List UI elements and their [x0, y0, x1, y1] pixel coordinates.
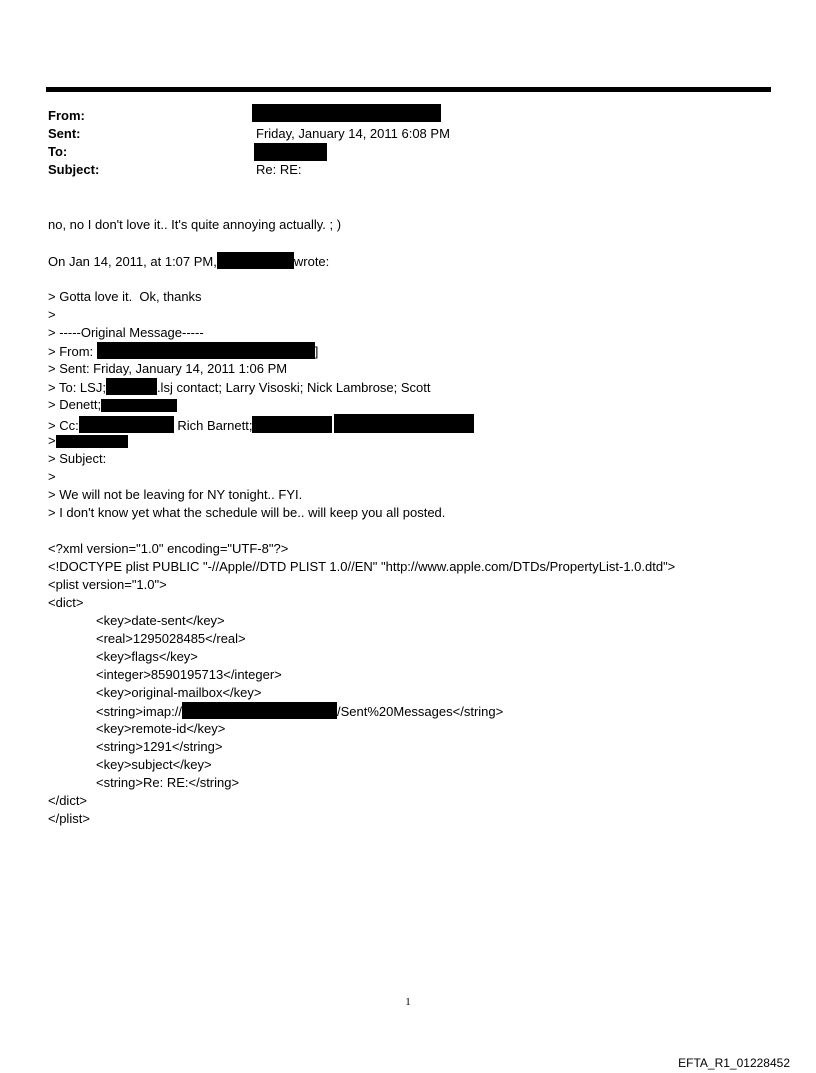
redacted-to [254, 143, 327, 161]
quote-from-line: > From: ] [48, 344, 319, 359]
reply-line: no, no I don't love it.. It's quite annoying actually. ; ) [48, 217, 342, 232]
sent-label: Sent: [48, 126, 81, 141]
plist-line: <key>remote-id</key> [96, 721, 226, 736]
quote-line: > [48, 307, 56, 322]
page-number: 1 [405, 996, 411, 1008]
redacted-recipient [106, 378, 157, 395]
from-label: From: [48, 108, 85, 123]
quote-line: > Subject: [48, 451, 107, 466]
plist-line: <key>original-mailbox</key> [96, 685, 262, 700]
quote-line: > [48, 469, 56, 484]
plist-line: <?xml version="1.0" encoding="UTF-8"?> [48, 541, 289, 556]
redacted-cc [252, 416, 332, 433]
plist-line: </dict> [48, 793, 88, 808]
plist-line: <plist version="1.0"> [48, 577, 167, 592]
plist-line: <key>date-sent</key> [96, 613, 225, 628]
redacted-cc [79, 416, 174, 433]
plist-line: <string>Re: RE:</string> [96, 775, 240, 790]
to-label: To: [48, 144, 68, 159]
plist-mailbox-line: <string>imap:// /Sent%20Messages</string> [96, 704, 504, 719]
plist-line: <key>subject</key> [96, 757, 212, 772]
quote-cc-line: > Cc: Rich Barnett; [48, 414, 788, 432]
redacted-name [217, 252, 294, 269]
plist-line: <dict> [48, 595, 84, 610]
quote-line: > We will not be leaving for NY tonight.. FYI. [48, 487, 303, 502]
plist-line: <string>1291</string> [96, 739, 223, 754]
plist-line: </plist> [48, 811, 90, 826]
email-body [48, 216, 788, 828]
plist-line: <key>flags</key> [96, 649, 198, 664]
sent-value: Friday, January 14, 2011 6:08 PM [256, 126, 450, 141]
redacted-recipient [56, 435, 128, 448]
redacted-from [252, 104, 441, 122]
quote-to-line: > To: LSJ; .lsj contact; Larry Visoski; Nick Lambrose; Scott [48, 380, 431, 395]
redacted-cc [334, 414, 474, 433]
quote-redacted-line: > [48, 432, 788, 450]
header-rule [46, 87, 771, 92]
redacted-from-address [97, 342, 315, 359]
plist-line: <!DOCTYPE plist PUBLIC "-//Apple//DTD PLIST 1.0//EN" "http://www.apple.com/DTDs/PropertyList-1.0.dtd"> [48, 559, 676, 574]
quote-line: > Sent: Friday, January 14, 2011 1:06 PM [48, 361, 288, 376]
quote-denett-line: > Denett; [48, 396, 788, 414]
on-wrote-line: On Jan 14, 2011, at 1:07 PM, wrote: [48, 254, 330, 269]
quote-line: > Gotta love it. Ok, thanks [48, 289, 202, 304]
document-id: EFTA_R1_01228452 [678, 1056, 790, 1070]
plist-line: <integer>8590195713</integer> [96, 667, 282, 682]
plist-line: <real>1295028485</real> [96, 631, 246, 646]
quote-line: > I don't know yet what the schedule will be.. will keep you all posted. [48, 505, 446, 520]
quote-line: > -----Original Message----- [48, 325, 204, 340]
redacted-mailbox [182, 702, 337, 719]
redacted-recipient [101, 399, 177, 412]
subject-value: Re: RE: [256, 162, 302, 177]
subject-label: Subject: [48, 162, 100, 177]
